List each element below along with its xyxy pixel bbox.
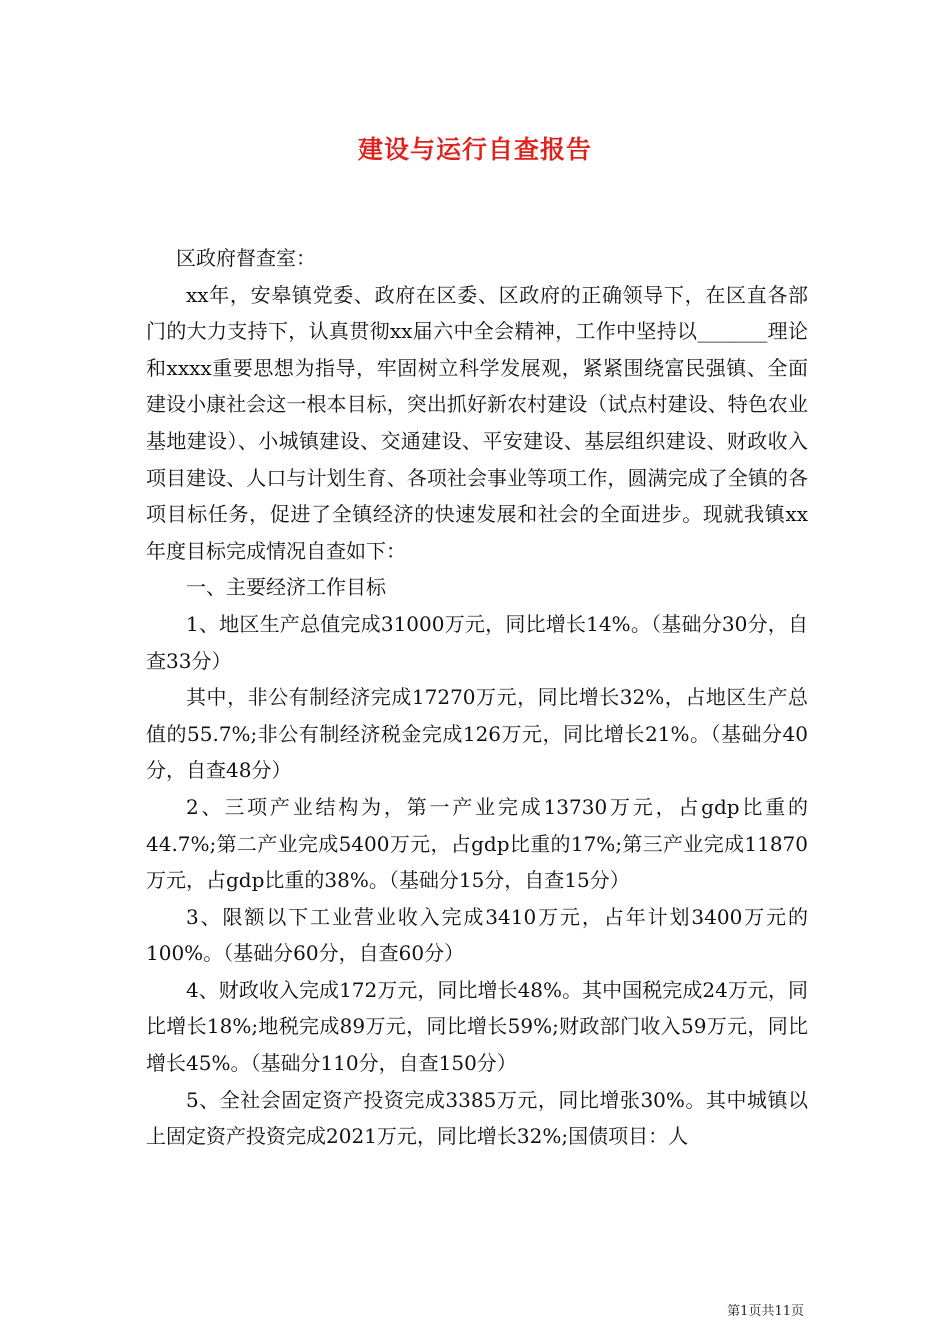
document-title: 建设与运行自查报告 <box>357 135 592 164</box>
salutation: 区政府督查室： <box>176 246 316 270</box>
paragraph-item-5: 5、全社会固定资产投资完成3385万元，同比增张30%。其中城镇以上固定资产投资完成2021万元，同比增长32%;国债项目：人 <box>146 1087 808 1149</box>
paragraph-item-3: 3、限额以下工业营业收入完成3410万元，占年计划3400万元的100%。（基础分60分，自查60分） <box>146 904 808 966</box>
paragraph-item-4: 4、财政收入完成172万元，同比增长48%。其中国税完成24万元，同比增长18%;地税完成89万元，同比增长59%;财政部门收入59万元，同比增长45%。（基础分110分，自查150分） <box>146 977 808 1076</box>
document-body <box>146 240 808 1155</box>
paragraph-non-public: 其中，非公有制经济完成17270万元，同比增长32%，占地区生产总值的55.7%;非公有制经济税金完成126万元，同比增长21%。（基础分40分，自查48分） <box>146 685 808 783</box>
paragraph-item-1: 1、地区生产总值完成31000万元，同比增长14%。（基础分30分，自查33分） <box>146 611 808 673</box>
section-heading: 一、主要经济工作目标 <box>186 575 386 600</box>
page-number: 第1页共11页 <box>727 1304 804 1319</box>
paragraph-item-2: 2、三项产业结构为，第一产业完成13730万元，占gdp比重的44.7%;第二产业完成5400万元，占gdp比重的17%;第三产业完成11870万元，占gdp比重的38%。（基础分15分，自查15分） <box>146 794 808 893</box>
paragraph-intro: xx年，安皋镇党委、政府在区委、区政府的正确领导下，在区直各部门的大力支持下，认真贯彻xx届六中全会精神，工作中坚持以_______理论和xxxx重要思想为指导，牢固树立科学发展观，紧紧围绕富民强镇、全面建设小康社会这一根本目标，突出抓好新农村建设（试点村建设、特色农业基地建设）、小城镇建设、交通建设、平安建设、基层组织建设、财政收入项目建设、人口与计划生育、各项社会事业等项工作，圆满完成了全镇的各项目标任务，促进了全镇经济的快速发展和社会的全面进步。现就我镇xx年度目标完成情况自查如下： <box>146 282 808 563</box>
